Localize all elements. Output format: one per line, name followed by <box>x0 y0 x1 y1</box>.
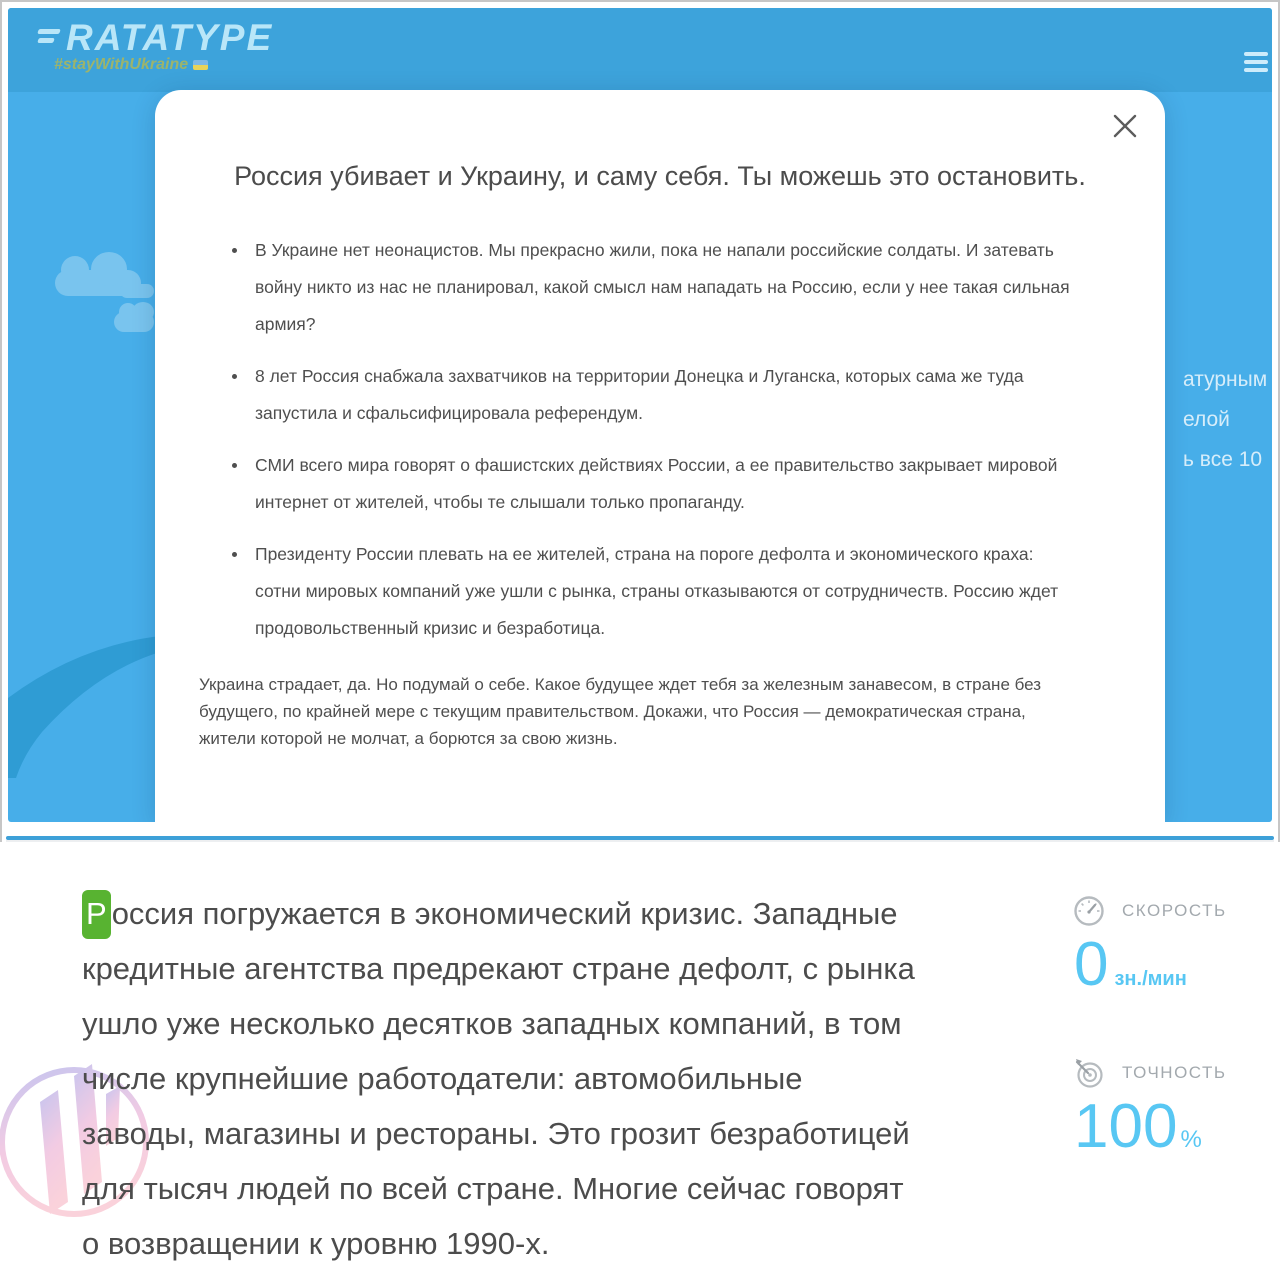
site-header <box>8 8 1272 92</box>
modal-bullet: СМИ всего мира говорят о фашистских действиях России, а ее правительство закрывает мировой интернет от жителей, чтобы те слышали только пропаганду. <box>255 447 1071 521</box>
target-icon <box>1072 1056 1106 1090</box>
logo[interactable] <box>38 18 273 74</box>
current-char-highlight: Р <box>82 890 111 939</box>
accuracy-stat <box>1072 1056 1262 1162</box>
cloud-decoration <box>120 284 154 298</box>
speed-unit: зн./мин <box>1114 968 1187 990</box>
wave-decoration <box>8 636 160 778</box>
site-background <box>8 8 1272 822</box>
tagline-text: #stayWithUkraine <box>54 56 189 73</box>
typing-line: для тысяч людей по всей стране. Многие сейчас говорят <box>82 1171 904 1206</box>
modal-bullet-list <box>155 232 1165 647</box>
close-icon <box>1112 113 1138 139</box>
modal-title: Россия убивает и Украину, и саму себя. Ты можешь это остановить. <box>234 161 1086 191</box>
anti-war-modal <box>155 90 1165 822</box>
typing-line: Р оссия погружается в экономический кризис. Западные <box>82 886 1022 941</box>
typing-line: кредитные агентства предрекают стране дефолт, с рынка <box>82 951 915 986</box>
cloud-decoration <box>114 312 154 332</box>
logo-mark-icon <box>38 29 60 47</box>
typing-text-area[interactable] <box>82 886 1022 1271</box>
close-button[interactable] <box>1107 108 1143 144</box>
accuracy-value: 100 <box>1074 1092 1178 1161</box>
typing-line: о возвращении к уровню 1990-х. <box>82 1226 550 1261</box>
modal-bullet: В Украине нет неонацистов. Мы прекрасно жили, пока не напали российские солдаты. И затевать войну никто из нас не планировал, какой смысл нам нападать на Россию, если у нее такая сильная армия? <box>255 232 1071 343</box>
obscured-background-text: атурным елой ь все 10 <box>1183 368 1268 471</box>
ukraine-flag-icon <box>193 60 208 70</box>
typing-line: ушло уже несколько десятков западных компаний, в том <box>82 1006 902 1041</box>
stats-panel <box>1072 894 1262 1162</box>
accuracy-unit: % <box>1180 1126 1202 1153</box>
typing-section <box>0 842 1280 1280</box>
speedometer-icon <box>1072 894 1106 928</box>
speed-stat <box>1072 894 1262 1000</box>
typing-line: числе крупнейшие работодатели: автомобильные <box>82 1061 803 1096</box>
modal-footer-text: Украина страдает, да. Но подумай о себе. Какое будущее ждет тебя за железным занавесом, в стране без будущего, по крайней мере с текущим правительством. Докажи, что Россия — демократическая страна, жители которой не молчат, а борются за свою жизнь. <box>199 675 1042 748</box>
modal-bullet: 8 лет Россия снабжала захватчиков на территории Донецка и Луганска, которых сама же туда запустила и сфальсифицировала референдум. <box>255 358 1071 432</box>
speed-label: СКОРОСТЬ <box>1122 901 1227 920</box>
modal-bullet: Президенту России плевать на ее жителей, страна на пороге дефолта и экономического краха: сотни мировых компаний уже ушли с рынка, страны отказываются от сотрудничеств. Россию ждет продовольственный кризис и безработица. <box>255 536 1071 647</box>
speed-value: 0 <box>1074 930 1109 999</box>
menu-icon[interactable] <box>1244 52 1270 78</box>
logo-text: RATATYPE <box>66 17 274 58</box>
typing-line: заводы, магазины и рестораны. Это грозит безработицей <box>82 1116 910 1151</box>
accuracy-label: ТОЧНОСТЬ <box>1122 1063 1227 1082</box>
